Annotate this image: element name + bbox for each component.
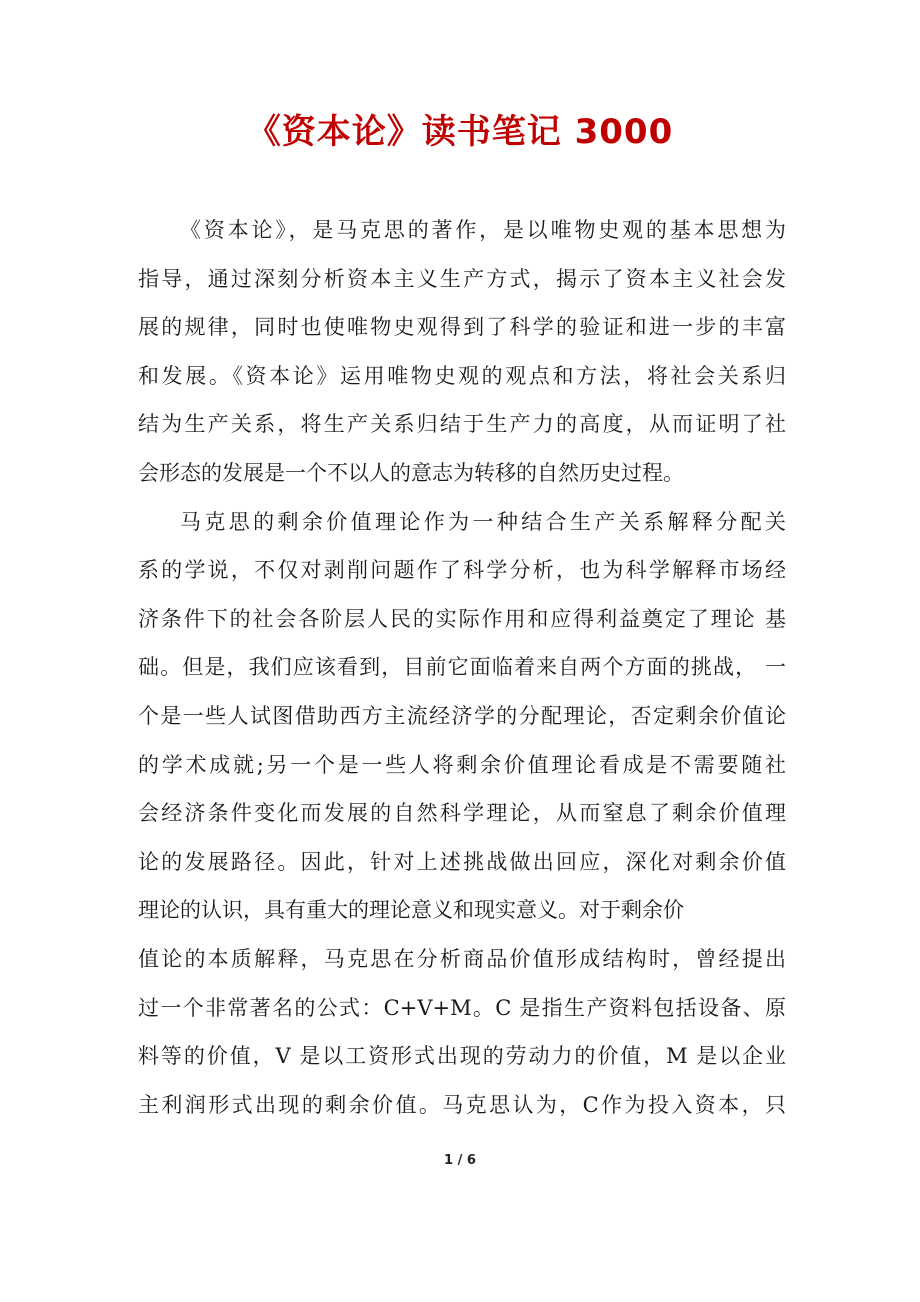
paragraph-line: 础。但是，我们应该看到，目前它面临着来自两个方面的挑战， 一 — [138, 655, 786, 680]
paragraph-line: 的学术成就;另一个是一些人将剩余价值理论看成是不需要随社 — [138, 752, 786, 777]
paragraph-line: 马克思的剩余价值理论作为一种结合生产关系解释分配关 — [180, 509, 786, 534]
paragraph-line: 理论的认识，具有重大的理论意义和现实意义。对于剩余价 — [138, 898, 684, 923]
paragraph-line: 会形态的发展是一个不以人的意志为转移的自然历史过程。 — [138, 460, 684, 485]
paragraph-line: 个是一些人试图借助西方主流经济学的分配理论，否定剩余价值论 — [138, 703, 786, 728]
page-number: 1 / 6 — [444, 1153, 476, 1168]
paragraph-line: 值论的本质解释，马克思在分析商品价值形成结构时，曾经提出 — [138, 946, 786, 971]
paragraph-line: 济条件下的社会各阶层人民的实际作用和应得利益奠定了理论 基 — [138, 606, 786, 631]
paragraph-line: 主利润形式出现的剩余价值。马克思认为，C作为投入资本，只 — [138, 1092, 786, 1117]
paragraph-line: 料等的价值，V 是以工资形式出现的劳动力的价值，M 是以企业 — [138, 1044, 786, 1069]
paragraph-line: 过一个非常著名的公式：C+V+M。C 是指生产资料包括设备、原 — [138, 995, 786, 1020]
paragraph-line: 论的发展路径。因此，针对上述挑战做出回应，深化对剩余价值 — [138, 849, 786, 874]
document-body — [138, 206, 786, 1129]
paragraph-line: 指导，通过深刻分析资本主义生产方式，揭示了资本主义社会发 — [138, 266, 786, 291]
paragraph-line: 系的学说，不仅对剥削问题作了科学分析，也为科学解释市场经 — [138, 558, 786, 583]
paragraph-line: 结为生产关系，将生产关系归结于生产力的高度，从而证明了社 — [138, 412, 786, 437]
document-title: 《资本论》读书笔记 3000 — [246, 112, 674, 152]
paragraph-line: 展的规律，同时也使唯物史观得到了科学的验证和进一步的丰富 — [138, 315, 786, 340]
paragraph-line: 和发展。《资本论》运用唯物史观的观点和方法，将社会关系归 — [138, 363, 786, 388]
paragraph-line: 《资本论》，是马克思的著作，是以唯物史观的基本思想为 — [180, 218, 786, 242]
paragraph-line: 会经济条件变化而发展的自然科学理论，从而窒息了剩余价值理 — [138, 801, 786, 826]
